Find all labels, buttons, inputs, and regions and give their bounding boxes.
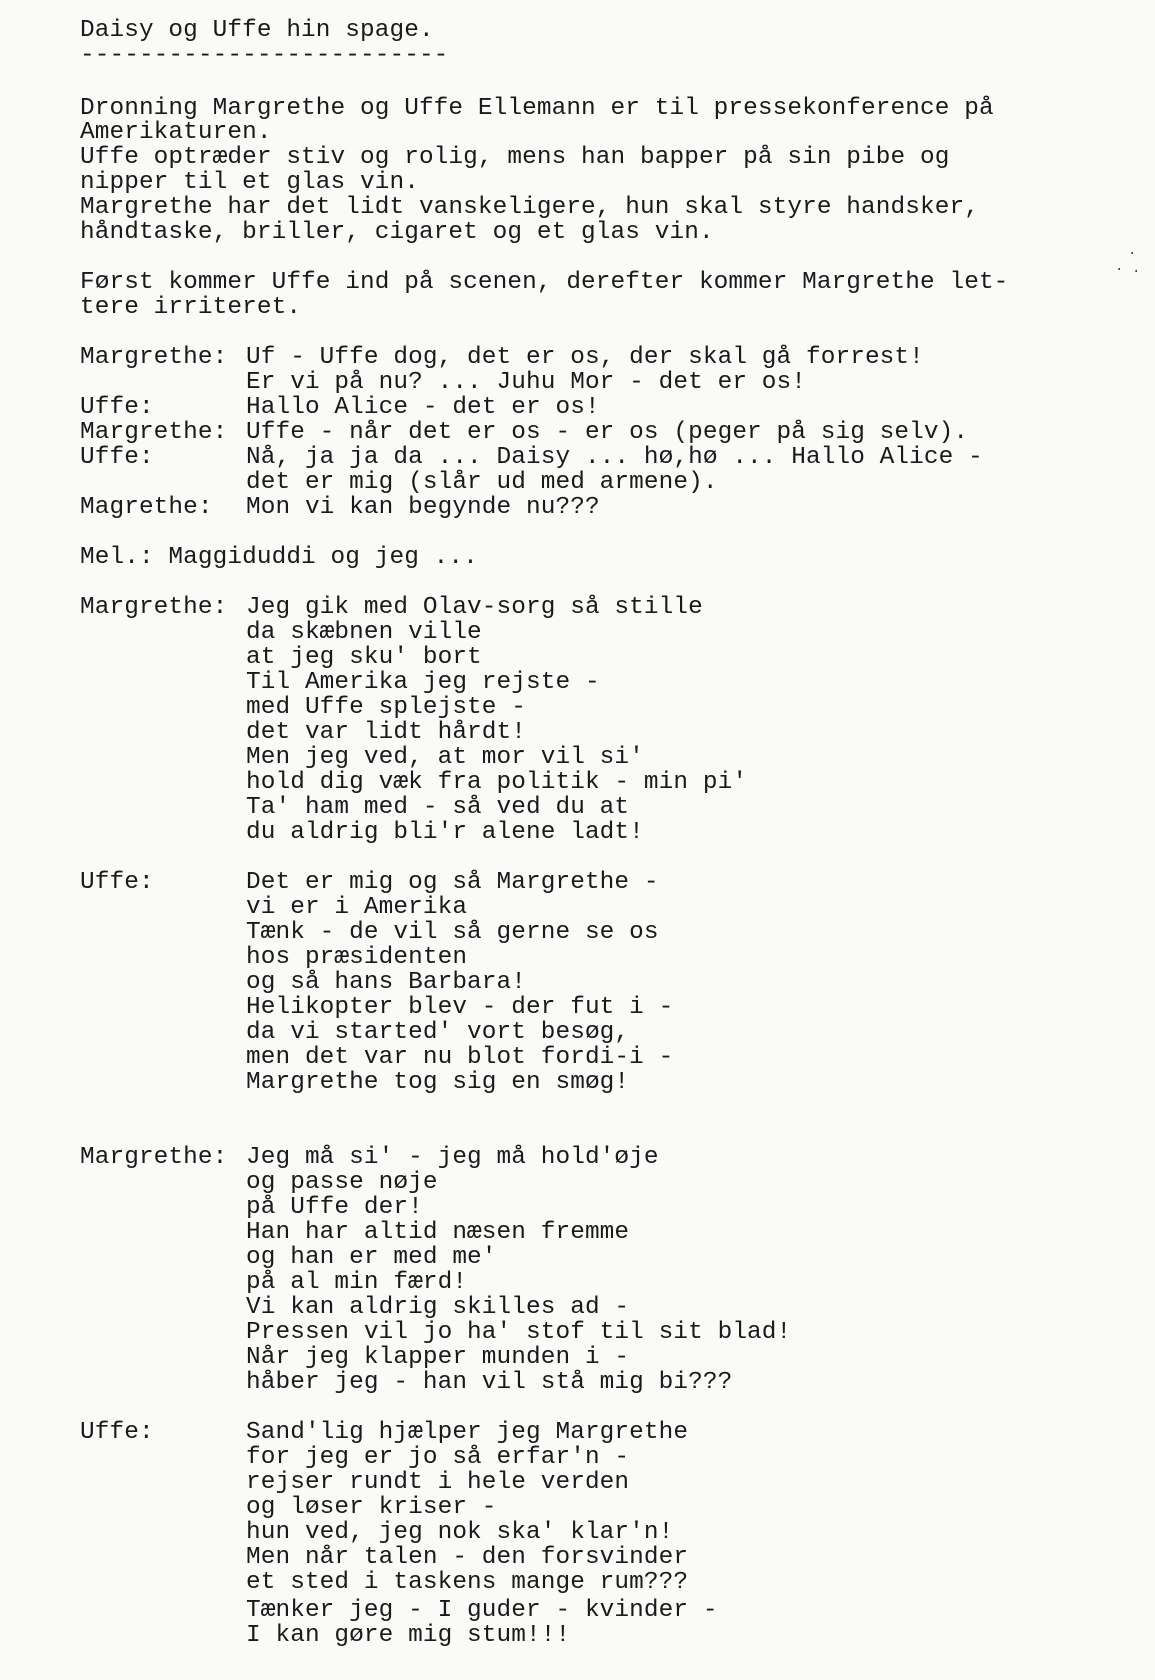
speaker-label: Uffe: [80, 1419, 154, 1446]
scan-speck: · [1128, 246, 1137, 262]
verse-line: på Uffe der! [246, 1194, 423, 1221]
scan-speck: · [1115, 262, 1124, 278]
verse-line: men det var nu blot fordi-i - [246, 1044, 674, 1071]
verse-line: Margrethe tog sig en smøg! [246, 1069, 630, 1096]
dialogue-line: Uf - Uffe dog, det er os, der skal gå forrest! [246, 344, 924, 371]
verse-line: og passe nøje [246, 1169, 438, 1196]
verse-line: Pressen vil jo ha' stof til sit blad! [246, 1319, 792, 1346]
speaker-label: Uffe: [80, 394, 154, 421]
verse-line: og løser kriser - [246, 1494, 497, 1521]
verse-line: vi er i Amerika [246, 894, 468, 921]
dialogue-line: Er vi på nu? ... Juhu Mor - det er os! [246, 369, 806, 396]
verse-line: Men jeg ved, at mor vil si' [246, 744, 644, 771]
title-underline: ------------------------- [80, 42, 449, 69]
document-title: Daisy og Uffe hin spage. [80, 17, 434, 44]
verse-line: Jeg gik med Olav-sorg så stille [246, 594, 703, 621]
verse-line: Helikopter blev - der fut i - [246, 994, 674, 1021]
speaker-label: Margrethe: [80, 344, 228, 371]
intro-line: Amerikaturen. [80, 119, 272, 146]
verse-line: Han har altid næsen fremme [246, 1219, 630, 1246]
verse-line: Sand'lig hjælper jeg Margrethe [246, 1419, 689, 1446]
verse-line: rejser rundt i hele verden [246, 1469, 630, 1496]
verse-line: Tænker jeg - I guder - kvinder - [246, 1597, 718, 1624]
verse-line: for jeg er jo så erfar'n - [246, 1444, 630, 1471]
verse-line: på al min færd! [246, 1269, 468, 1296]
verse-line: I kan gøre mig stum!!! [246, 1622, 571, 1649]
verse-line: og han er med me' [246, 1244, 497, 1271]
speaker-label: Margrethe: [80, 594, 228, 621]
dialogue-line: Mon vi kan begynde nu??? [246, 494, 600, 521]
dialogue-line: Uffe - når det er os - er os (peger på sig selv). [246, 419, 969, 446]
dialogue-line: Hallo Alice - det er os! [246, 394, 600, 421]
verse-line: det var lidt hårdt! [246, 719, 526, 746]
verse-line: da skæbnen ville [246, 619, 482, 646]
melody-line: Mel.: Maggiduddi og jeg ... [80, 544, 478, 571]
verse-line: Det er mig og så Margrethe - [246, 869, 659, 896]
verse-line: håber jeg - han vil stå mig bi??? [246, 1369, 733, 1396]
verse-line: Jeg må si' - jeg må hold'øje [246, 1144, 659, 1171]
intro-line: håndtaske, briller, cigaret og et glas vin. [80, 219, 714, 246]
speaker-label: Margrethe: [80, 1144, 228, 1171]
verse-line: hos præsidenten [246, 944, 468, 971]
scan-speck: · [1132, 264, 1141, 280]
verse-line: Til Amerika jeg rejste - [246, 669, 600, 696]
intro-line: Dronning Margrethe og Uffe Ellemann er til pressekonference på [80, 95, 994, 122]
verse-line: Men når talen - den forsvinder [246, 1544, 689, 1571]
verse-line: et sted i taskens mange rum??? [246, 1569, 689, 1596]
verse-line: med Uffe splejste - [246, 694, 526, 721]
speaker-label: Uffe: [80, 444, 154, 471]
speaker-label: Margrethe: [80, 419, 228, 446]
verse-line: og så hans Barbara! [246, 969, 526, 996]
verse-line: da vi started' vort besøg, [246, 1019, 630, 1046]
verse-line: Tænk - de vil så gerne se os [246, 919, 659, 946]
verse-line: at jeg sku' bort [246, 644, 482, 671]
verse-line: Når jeg klapper munden i - [246, 1344, 630, 1371]
intro-line: Margrethe har det lidt vanskeligere, hun skal styre handsker, [80, 194, 979, 221]
stage-direction-line: tere irriteret. [80, 294, 302, 321]
intro-line: nipper til et glas vin. [80, 169, 419, 196]
verse-line: hun ved, jeg nok ska' klar'n! [246, 1519, 674, 1546]
speaker-label: Magrethe: [80, 494, 213, 521]
intro-line: Uffe optræder stiv og rolig, mens han bapper på sin pibe og [80, 144, 950, 171]
verse-line: Vi kan aldrig skilles ad - [246, 1294, 630, 1321]
dialogue-line: Nå, ja ja da ... Daisy ... hø,hø ... Hallo Alice - [246, 444, 983, 471]
dialogue-line: det er mig (slår ud med armene). [246, 469, 718, 496]
speaker-label: Uffe: [80, 869, 154, 896]
stage-direction-line: Først kommer Uffe ind på scenen, derefter kommer Margrethe let- [80, 269, 1009, 296]
verse-line: du aldrig bli'r alene ladt! [246, 819, 644, 846]
verse-line: hold dig væk fra politik - min pi' [246, 769, 748, 796]
verse-line: Ta' ham med - så ved du at [246, 794, 630, 821]
